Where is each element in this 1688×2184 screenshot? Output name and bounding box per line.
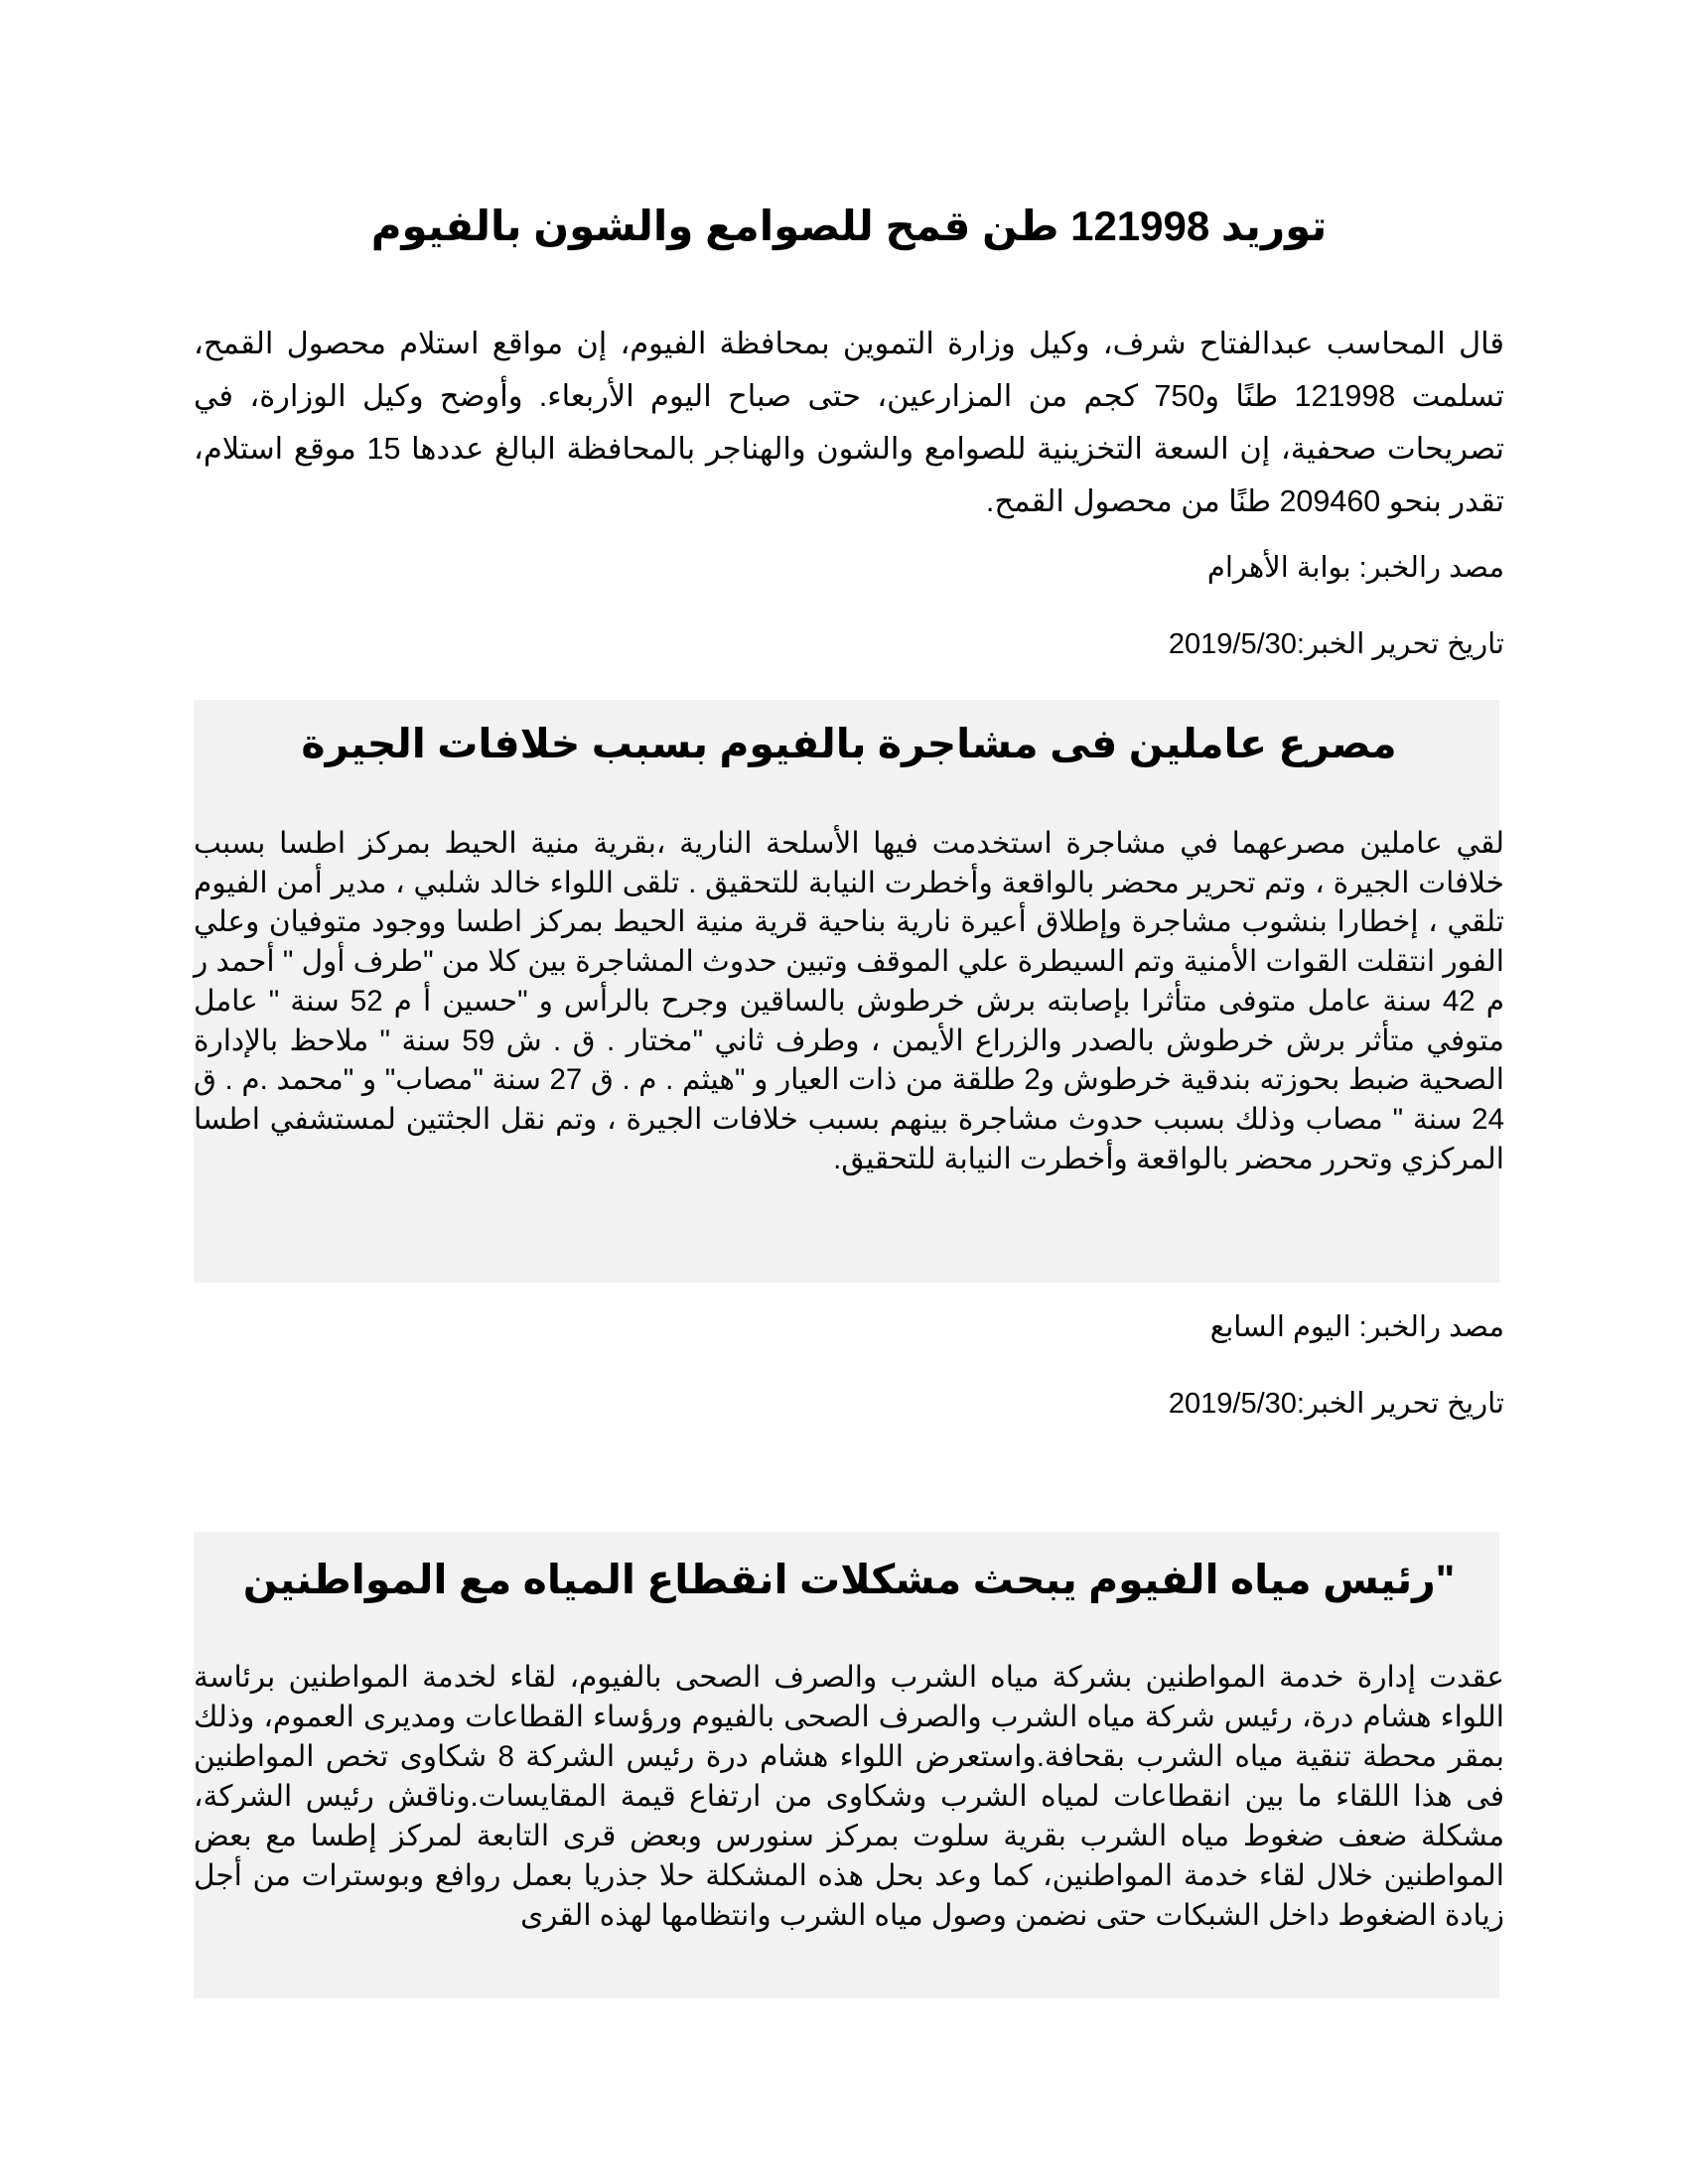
article-date: تاريخ تحرير الخبر:2019/5/30 (1168, 1388, 1504, 1420)
article-title: توريد 121998 طن قمح للصوامع والشون بالفيوم (370, 203, 1328, 249)
article-body: لقي عاملين مصرعهما في مشاجرة استخدمت فيها الأسلحة النارية ،بقرية منية الحيط بمركز اطسا بسبب خلافات الجيرة ، وتم تحرير محضر بالواقعة وأخطرت النيابة للتحقيق . تلقى اللواء خالد شلبي ، مدير أمن الفيوم تلقي ، إخطارا بنشوب مشاجرة وإطلاق أعيرة نارية بناحية قرية منية الحيط بمركز اطسا ووجود متوفيان وعلي الفور انتقلت القوات الأمنية وتم السيطرة علي الموقف وتبين حدوث المشاجرة بين كلا من "طرف أول " أحمد ر م 42 سنة عامل متوفى متأثرا بإصابته برش خرطوش بالساقين وجرح بالرأس و "حسين أ م 52 سنة " عامل متوفي متأثر برش خرطوش بالصدر والزراع الأيمن ، وطرف ثاني "مختار . ق . ش 59 سنة " ملاحظ بالإدارة الصحية ضبط بحوزته بندقية خرطوش و2 طلقة من ذات العيار و "هيثم . م . ق 27 سنة "مصاب" و "محمد .م . ق 24 سنة " مصاب وذلك بسبب حدوث مشاجرة بينهم بسبب خلافات الجيرة ، وتم نقل الجثتين لمستشفي اطسا المركزي وتحرر محضر بالواقعة وأخطرت النيابة للتحقيق. (194, 827, 1504, 1175)
article-date: تاريخ تحرير الخبر:2019/5/30 (1168, 628, 1504, 660)
article-title: "رئيس مياه الفيوم يبحث مشكلات انقطاع المياه مع المواطنين (242, 1557, 1456, 1602)
news-article-quarrel (194, 700, 1504, 1425)
news-article-wheat-supply (194, 189, 1504, 675)
article-title: مصرع عاملين فى مشاجرة بالفيوم بسبب خلافات الجيرة (301, 721, 1397, 766)
article-body: قال المحاسب عبدالفتاح شرف، وكيل وزارة التموين بمحافظة الفيوم، إن مواقع استلام محصول القمح، تسلمت 121998 طنًا و750 كجم من المزارعين، حتى صباح اليوم الأربعاء. وأوضح وكيل الوزارة، في تصريحات صحفية، إن السعة التخزينية للصوامع والشون والهناجر بالمحافظة البالغ عددها 15 موقع استلام، تقدر بنحو 209460 طنًا من محصول القمح. (194, 327, 1505, 518)
article-source: مصد رالخبر: بوابة الأهرام (1206, 552, 1504, 584)
article-source: مصد رالخبر: اليوم السابع (1209, 1311, 1504, 1343)
news-article-water-company (194, 1532, 1504, 1998)
article-body: عقدت إدارة خدمة المواطنين بشركة مياه الشرب والصرف الصحى بالفيوم، لقاء لخدمة المواطنين برئاسة اللواء هشام درة، رئيس شركة مياه الشرب والصرف الصحى بالفيوم ورؤساء القطاعات ومديرى العموم، وذلك بمقر محطة تنقية مياه الشرب بقحافة.واستعرض اللواء هشام درة رئيس الشركة 8 شكاوى تخص المواطنين فى هذا اللقاء ما بين انقطاعات لمياه الشرب وشكاوى من ارتفاع قيمة المقايسات.وناقش رئيس الشركة، مشكلة ضعف ضغوط مياه الشرب بقرية سلوت بمركز سنورس وبعض قرى التابعة لمركز إطسا مع بعض المواطنين خلال لقاء خدمة المواطنين، كما وعد بحل هذه المشكلة حلا جذريا بعمل روافع وبوسترات من أجل زيادة الضغوط داخل الشبكات حتى نضمن وصول مياه الشرب وانتظامها لهذه القرى (194, 1661, 1504, 1932)
